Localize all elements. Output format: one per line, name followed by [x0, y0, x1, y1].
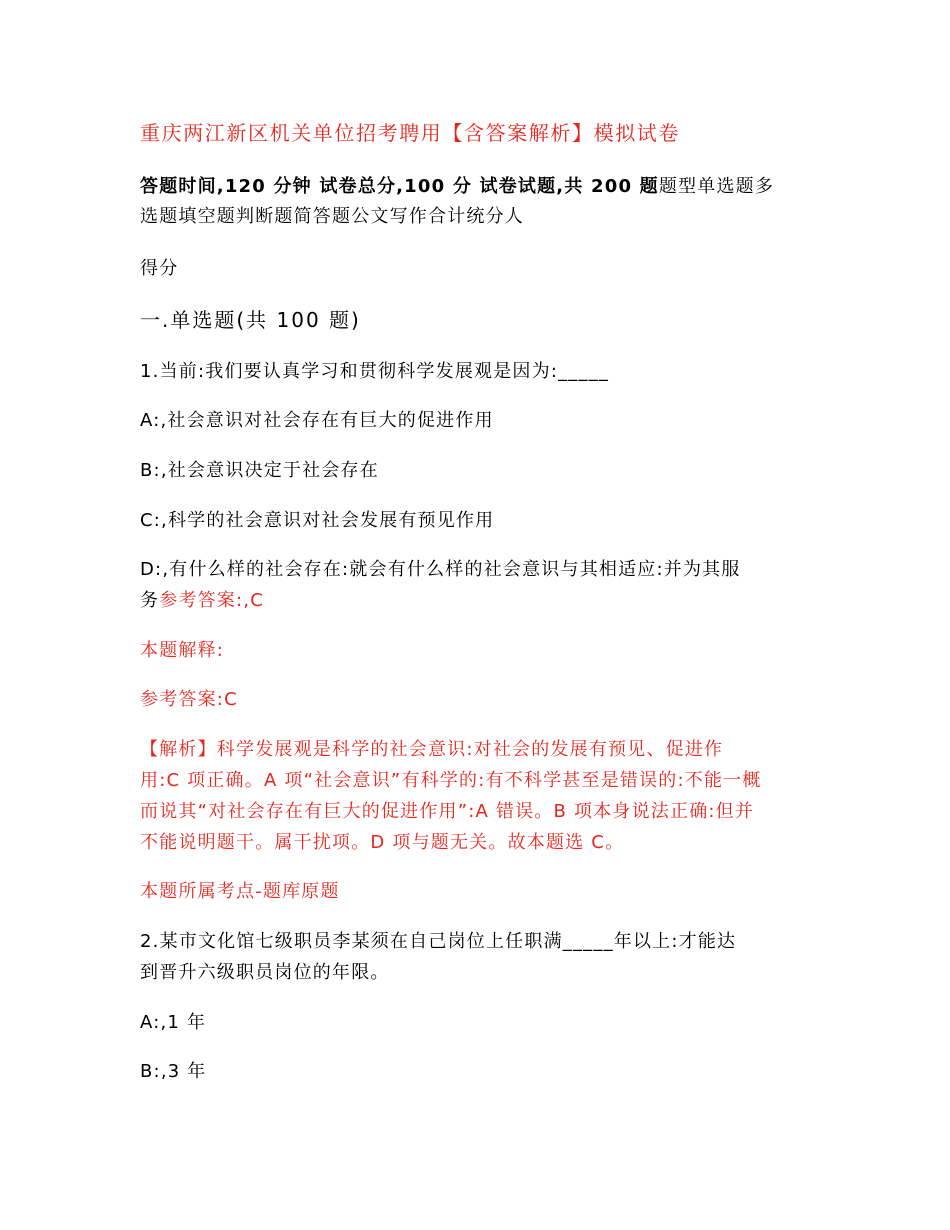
question-2-stem-cont: 到晋升六级职员岗位的年限。 [140, 962, 390, 983]
question-1-option-d: D:,有什么样的社会存在:就会有什么样的社会意识与其相适应:并为其服 [140, 559, 741, 580]
analysis-line-4: 不能说明题干。属干扰项。D 项与题无关。故本题选 C。 [140, 832, 625, 853]
question-1-option-d-cont [140, 586, 264, 616]
inline-answer: 参考答案:,C [159, 590, 264, 611]
question-2-option-a: A:,1 年 [140, 1012, 207, 1033]
question-2-stem: 2.某市文化馆七级职员李某须在自己岗位上任职满_____年以上:才能达 [140, 931, 737, 952]
section-title: 一.单选题(共 100 题) [140, 308, 361, 332]
question-1-option-a: A:,社会意识对社会存在有巨大的促进作用 [140, 410, 494, 431]
question-1-option-b: B:,社会意识决定于社会存在 [140, 460, 379, 481]
exam-meta-bold: 答题时间,120 分钟 试卷总分,100 分 试卷试题,共 200 题 [140, 176, 659, 197]
question-1-stem: 1.当前:我们要认真学习和贯彻科学发展观是因为:_____ [140, 361, 610, 382]
document-title: 重庆两江新区机关单位招考聘用【含答案解析】模拟试卷 [140, 121, 680, 145]
analysis-line-1: 【解析】科学发展观是科学的社会意识:对社会的发展有预见、促进作 [140, 739, 724, 760]
question-source: 本题所属考点-题库原题 [140, 881, 340, 902]
explanation-label: 本题解释: [140, 640, 225, 661]
analysis-line-3: 而说其“对社会存在有巨大的促进作用”:A 错误。B 项本身说法正确:但并 [140, 801, 755, 822]
exam-meta-line-1 [140, 172, 774, 202]
analysis-line-2: 用:C 项正确。A 项“社会意识”有科学的:有不科学甚至是错误的:不能一概 [140, 770, 762, 791]
exam-meta-line-2: 选题填空题判断题简答题公文写作合计统分人 [140, 206, 524, 227]
option-d-tail: 务 [140, 590, 160, 611]
score-label: 得分 [140, 258, 179, 279]
exam-meta-types: 题型单选题多 [658, 176, 775, 197]
reference-answer: 参考答案:C [140, 689, 238, 710]
question-1-option-c: C:,科学的社会意识对社会发展有预见作用 [140, 510, 495, 531]
question-2-option-b: B:,3 年 [140, 1061, 207, 1082]
